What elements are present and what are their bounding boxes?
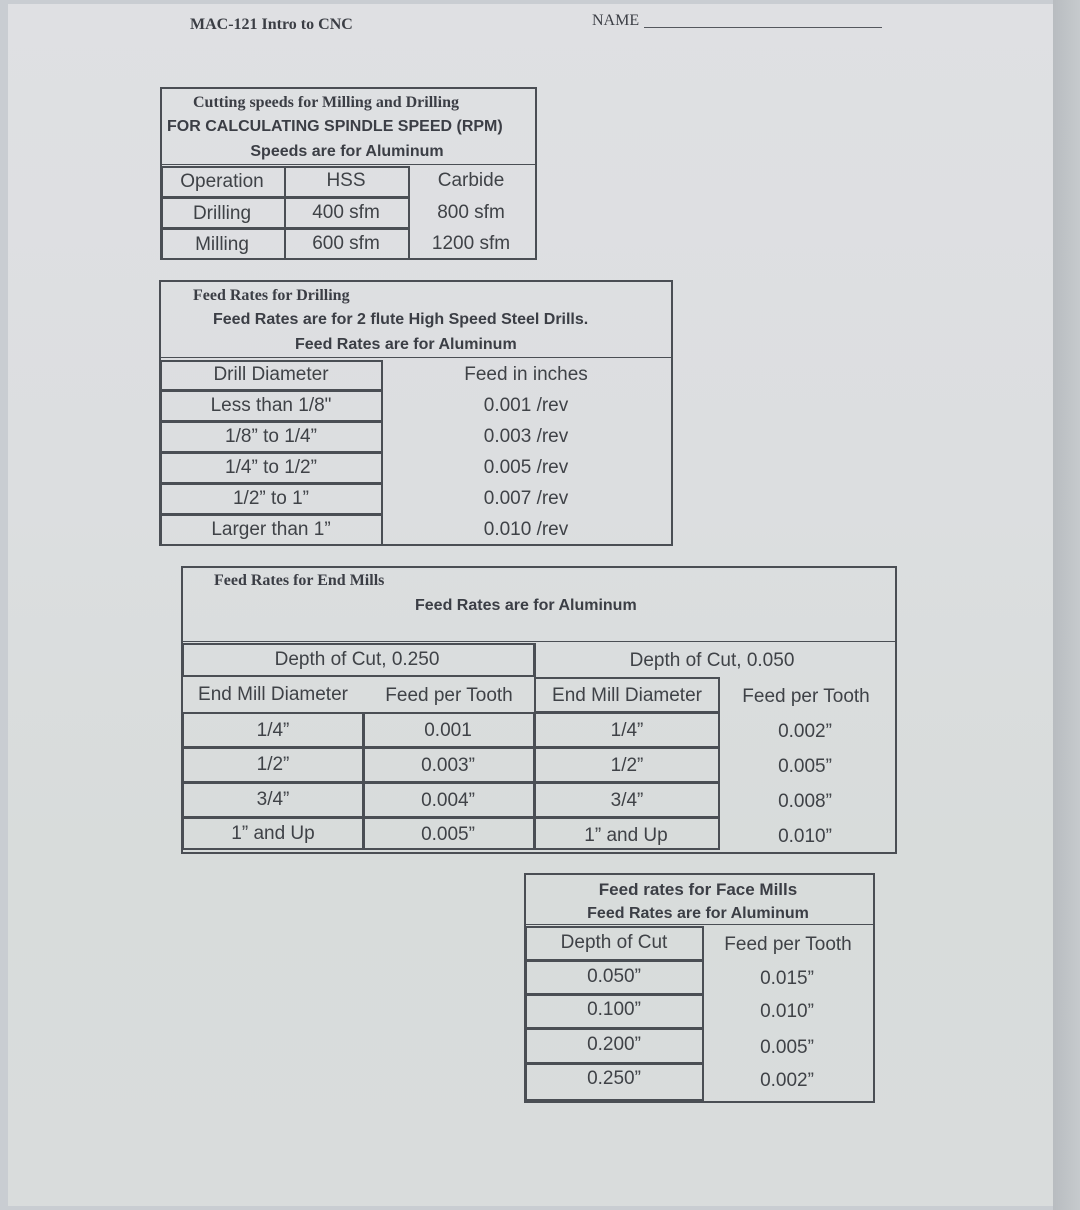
table-cell-text: 600 sfm xyxy=(312,233,380,254)
table-divider xyxy=(534,643,536,678)
course-title: MAC-121 Intro to CNC xyxy=(190,16,353,33)
depth-of-cut-label: Depth of Cut, 0.050 xyxy=(629,650,795,671)
column-header: Depth of Cut xyxy=(560,932,668,953)
table-cell-text: 0.005 /rev xyxy=(483,457,569,478)
table-cell-text: 0.005” xyxy=(760,1037,814,1058)
table-cell-text: 0.002” xyxy=(778,721,832,742)
column-header: HSS xyxy=(326,170,366,191)
drill-feeds-title: Feed Rates for Drilling xyxy=(193,287,350,304)
name-blank-line xyxy=(644,27,882,28)
page-edge xyxy=(1053,0,1080,1210)
end-mill-feeds-note: Feed Rates are for Aluminum xyxy=(415,597,637,614)
table-cell-text: 0.015” xyxy=(760,968,814,989)
table-cell-text: 1” and Up xyxy=(231,823,315,844)
table-cell-text: 0.005” xyxy=(778,756,832,777)
depth-of-cut-label: Depth of Cut, 0.250 xyxy=(274,649,440,670)
face-mill-feeds-title: Feed rates for Face Mills xyxy=(598,880,798,899)
column-header: Operation xyxy=(180,171,264,192)
table-cell-text: 0.002” xyxy=(760,1070,814,1091)
table-cell-text: Drilling xyxy=(192,203,252,224)
table-cell-text: 1/4” xyxy=(610,720,644,741)
column-header: End Mill Diameter xyxy=(198,684,348,705)
cutting-speeds-title: Cutting speeds for Milling and Drilling xyxy=(193,94,459,111)
drill-feeds-divider xyxy=(159,357,673,359)
table-cell-text: 400 sfm xyxy=(312,202,380,223)
end-mill-feeds-title: Feed Rates for End Mills xyxy=(214,572,385,589)
table-cell-text: 0.010” xyxy=(760,1001,814,1022)
table-cell-text: 0.250” xyxy=(587,1068,641,1089)
table-cell-text: 0.007 /rev xyxy=(483,488,569,509)
drill-feeds-subtitle: Feed Rates are for 2 flute High Speed Steel Drills. xyxy=(213,311,589,328)
table-cell-text: 1/4” xyxy=(256,720,290,741)
table-cell-text: 1/2” xyxy=(610,755,644,776)
table-cell-text: 1/2” to 1” xyxy=(232,488,310,509)
table-cell-text: 0.001 xyxy=(424,720,472,741)
column-header: Feed per Tooth xyxy=(385,685,513,706)
table-cell-text: Milling xyxy=(195,234,249,255)
cutting-speeds-note: Speeds are for Aluminum xyxy=(250,143,444,160)
table-cell-text: 1/8” to 1/4” xyxy=(225,426,317,447)
table-cell-text: 0.003 /rev xyxy=(483,426,569,447)
table-cell-text: 1/2” xyxy=(256,754,290,775)
table-cell-text: 0.005” xyxy=(421,824,475,845)
table-cell-text: 3/4” xyxy=(610,790,644,811)
table-cell-text: 3/4” xyxy=(256,789,290,810)
table-cell-text: 0.050” xyxy=(587,966,641,987)
drill-feeds-note: Feed Rates are for Aluminum xyxy=(295,336,517,353)
table-cell-text: 0.008” xyxy=(778,791,832,812)
table-cell-text: 0.001 /rev xyxy=(483,395,569,416)
column-header: Drill Diameter xyxy=(213,364,329,385)
column-header: Carbide xyxy=(437,170,505,191)
table-cell-text: 0.200” xyxy=(587,1034,641,1055)
table-cell-text: 1200 sfm xyxy=(431,233,511,254)
name-label: NAME xyxy=(592,12,640,29)
table-cell-text: 800 sfm xyxy=(437,202,505,223)
column-header: Feed per Tooth xyxy=(724,934,852,955)
face-mill-feeds-note: Feed Rates are for Aluminum xyxy=(587,905,809,922)
cutting-speeds-subtitle: FOR CALCULATING SPINDLE SPEED (RPM) xyxy=(167,118,503,135)
table-cell-text: Larger than 1” xyxy=(211,519,331,540)
table-cell-text: 0.100” xyxy=(587,999,641,1020)
table-cell-text: 1” and Up xyxy=(584,825,668,846)
table-cell-text: 1/4” to 1/2” xyxy=(225,457,317,478)
column-header: Feed per Tooth xyxy=(742,686,870,707)
column-header: End Mill Diameter xyxy=(552,685,702,706)
table-cell-text: Less than 1/8" xyxy=(210,395,332,416)
table-cell-text: 0.004” xyxy=(421,790,475,811)
column-header: Feed in inches xyxy=(464,364,588,385)
table-cell-text: 0.010” xyxy=(778,826,832,847)
table-cell-text: 0.003” xyxy=(421,755,475,776)
table-cell-text: 0.010 /rev xyxy=(483,519,569,540)
